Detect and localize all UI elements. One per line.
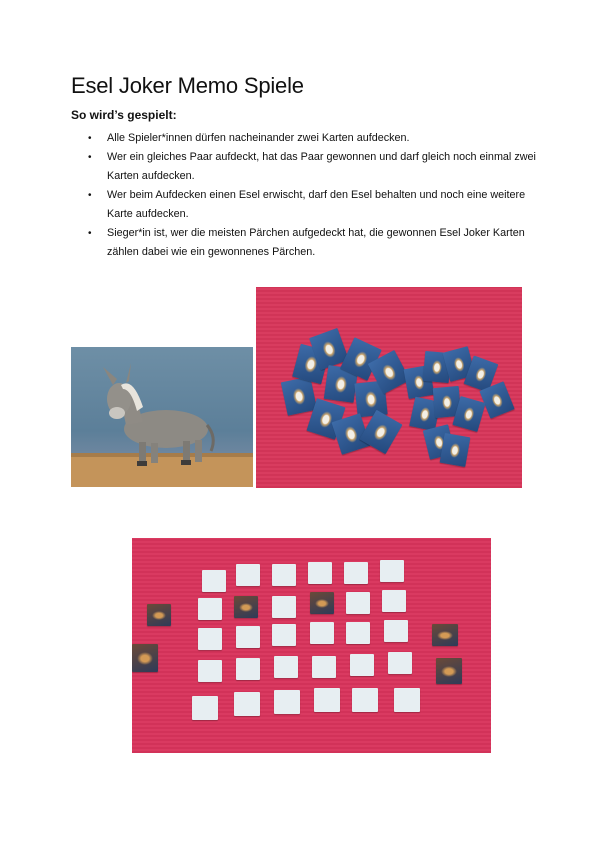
memo-card-back (346, 622, 370, 644)
memo-card-back (192, 696, 218, 720)
memo-card-back (394, 688, 420, 712)
memo-card-back (382, 590, 406, 612)
memo-card-back (380, 560, 404, 582)
bullet-icon: • (88, 190, 92, 201)
memo-card-back (350, 654, 374, 676)
memo-card-back (272, 564, 296, 586)
memo-card-back (274, 690, 300, 714)
memo-card-back (198, 598, 222, 620)
rules-heading: So wird’s gespielt: (71, 108, 177, 122)
bullet-icon: • (88, 228, 92, 239)
memo-card-back (234, 692, 260, 716)
memo-card-back (314, 688, 340, 712)
page-title: Esel Joker Memo Spiele (71, 73, 304, 98)
rule-item (88, 224, 548, 262)
memo-card-back (308, 562, 332, 584)
rule-text: Sieger*in ist, wer die meisten Pärchen aufgedeckt hat, die gewonnen Esel Joker Karten zählen dabei wie ein gewonnenes Pärchen. (107, 227, 525, 258)
rule-text: Alle Spieler*innen dürfen nacheinander zwei Karten aufdecken. (107, 132, 410, 144)
memo-cards-photo (256, 287, 522, 488)
memo-card-back (198, 660, 222, 682)
rule-item (88, 186, 548, 224)
memo-card-back (236, 626, 260, 648)
donkey-figure (71, 347, 253, 487)
memo-card-back (346, 592, 370, 614)
rules-list (88, 129, 548, 262)
memo-card-face (310, 592, 334, 614)
memo-card-face (436, 658, 462, 684)
felt-donkey-photo (71, 347, 253, 487)
memo-card-back (344, 562, 368, 584)
bullet-icon: • (88, 133, 92, 144)
memo-card-back (272, 596, 296, 618)
memo-card-face (432, 624, 458, 646)
memo-card-back (310, 622, 334, 644)
rule-item (88, 148, 548, 186)
memo-card-face (132, 644, 158, 672)
memo-card-back (202, 570, 226, 592)
memo-card-back (236, 564, 260, 586)
rule-item (88, 129, 548, 148)
memo-card-face (147, 604, 171, 626)
memo-card-back (236, 658, 260, 680)
memo-card-back (384, 620, 408, 642)
memo-card-back (352, 688, 378, 712)
memo-card-back (312, 656, 336, 678)
memo-grid-photo (132, 538, 491, 753)
bullet-icon: • (88, 152, 92, 163)
memo-card (440, 433, 471, 467)
memo-card-back (198, 628, 222, 650)
memo-card-face (234, 596, 258, 618)
rule-text: Wer ein gleiches Paar aufdeckt, hat das Paar gewonnen und darf gleich noch einmal zwei Karten aufdecken. (107, 151, 536, 182)
memo-card-back (388, 652, 412, 674)
rule-text: Wer beim Aufdecken einen Esel erwischt, darf den Esel behalten und noch eine weitere Karte aufdecken. (107, 189, 526, 220)
memo-card-back (272, 624, 296, 646)
memo-card-back (274, 656, 298, 678)
